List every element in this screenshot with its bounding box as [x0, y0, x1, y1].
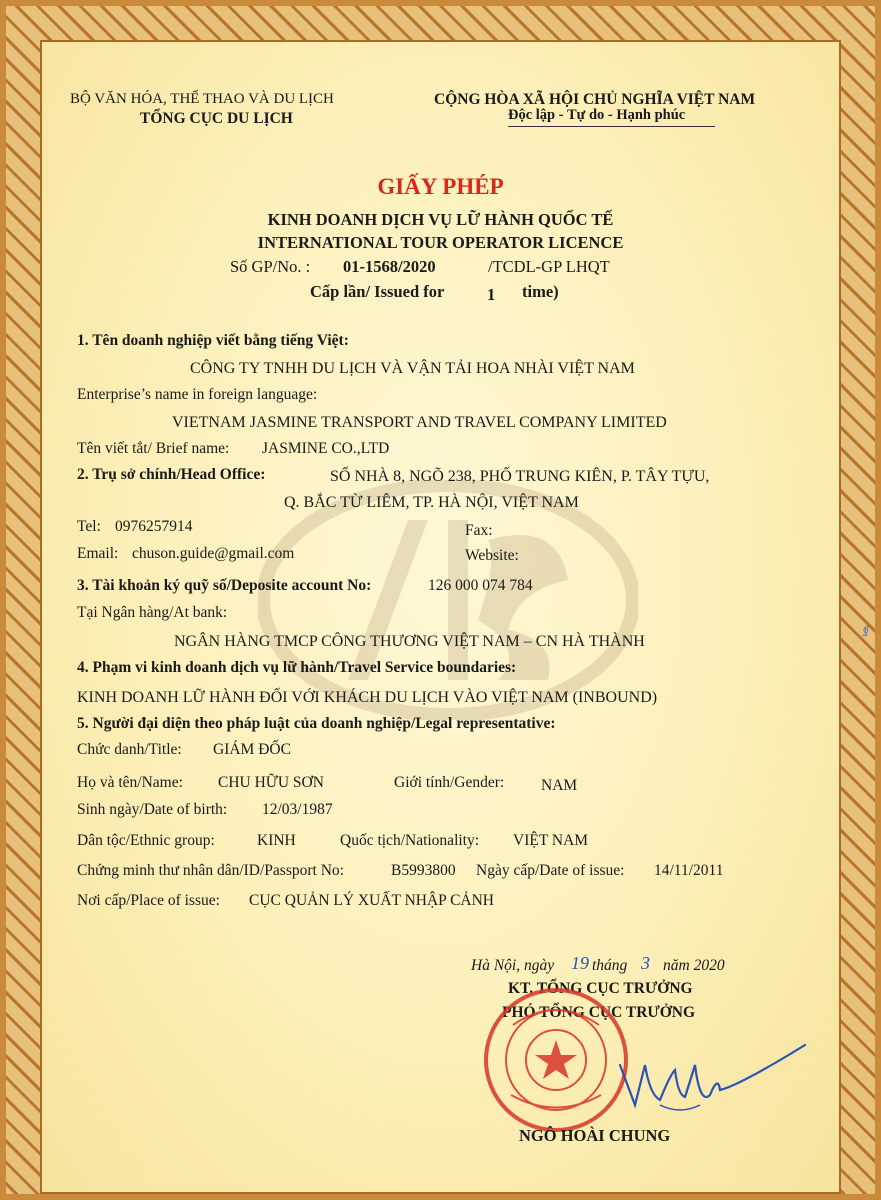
rep-title-value: GIÁM ĐỐC — [213, 741, 291, 758]
bank-value: NGÂN HÀNG TMCP CÔNG THƯƠNG VIỆT NAM – CN HÀ THÀNH — [174, 633, 645, 650]
rep-title-label: Chức danh/Title: — [77, 741, 182, 758]
republic-name: CỘNG HÒA XÃ HỘI CHỦ NGHĨA VIỆT NAM — [434, 91, 756, 108]
rep-dob-label: Sinh ngày/Date of birth: — [77, 801, 228, 818]
rep-id-value: B5993800 — [391, 862, 456, 879]
rep-gender-label: Giới tính/Gender: — [394, 774, 505, 791]
brief-name-value: JASMINE CO.,LTD — [262, 440, 390, 457]
licence-number-suffix: /TCDL-GP LHQT — [488, 257, 610, 276]
date-year: năm 2020 — [663, 957, 725, 974]
issued-label: Cấp lần/ Issued for — [310, 282, 445, 301]
service-scope-value: KINH DOANH LỮ HÀNH ĐỐI VỚI KHÁCH DU LỊCH VÀO VIỆT NAM (INBOUND) — [77, 689, 658, 706]
date-month: 3 — [641, 953, 650, 973]
rep-nationality-label: Quốc tịch/Nationality: — [340, 832, 480, 849]
signer-position-2: PHÓ TỔNG CỤC TRƯỞNG — [502, 1004, 696, 1021]
website-label: Website: — [465, 547, 519, 564]
issued-count: 1 — [487, 285, 496, 304]
motto-underline — [508, 126, 715, 127]
title-vietnamese: KINH DOANH DỊCH VỤ LỮ HÀNH QUỐC TẾ — [267, 210, 614, 229]
rep-name-value: CHU HỮU SƠN — [218, 774, 324, 791]
date-month-label: tháng — [592, 957, 628, 974]
rep-dob-value: 12/03/1987 — [262, 801, 333, 818]
email-value: chuson.guide@gmail.com — [132, 545, 295, 562]
section1-heading: 1. Tên doanh nghiệp viết bằng tiếng Việt: — [77, 332, 349, 349]
email-label: Email: — [77, 545, 119, 562]
rep-name-label: Họ và tên/Name: — [77, 774, 183, 791]
title-english: INTERNATIONAL TOUR OPERATOR LICENCE — [257, 233, 624, 252]
ministry-name: BỘ VĂN HÓA, THỂ THAO VÀ DU LỊCH — [70, 91, 334, 107]
date-day: 19 — [571, 953, 589, 973]
national-motto: Độc lập - Tự do - Hạnh phúc — [508, 107, 686, 123]
section4-heading: 4. Phạm vi kinh doanh dịch vụ lữ hành/Travel Service boundaries: — [77, 659, 517, 676]
rep-gender-value: NAM — [541, 777, 578, 794]
watermark-logo — [258, 480, 638, 720]
section3-heading: 3. Tài khoản ký quỹ số/Deposite account No: — [77, 577, 372, 594]
fax-label: Fax: — [465, 522, 493, 539]
bank-label: Tại Ngân hàng/At bank: — [77, 604, 228, 621]
address-line1: SỐ NHÀ 8, NGÕ 238, PHỐ TRUNG KIÊN, P. TÂY TỰU, — [330, 468, 710, 485]
issued-suffix: time) — [522, 282, 559, 301]
rep-issue-date-value: 14/11/2011 — [654, 862, 724, 879]
company-name-vi: CÔNG TY TNHH DU LỊCH VÀ VẬN TẢI HOA NHÀI VIỆT NAM — [190, 360, 635, 377]
rep-issue-date-label: Ngày cấp/Date of issue: — [476, 862, 625, 879]
company-name-en: VIETNAM JASMINE TRANSPORT AND TRAVEL COMPANY LIMITED — [172, 414, 667, 431]
section5-heading: 5. Người đại diện theo pháp luật của doanh nghiệp/Legal representative: — [77, 715, 556, 732]
rep-nationality-value: VIỆT NAM — [513, 832, 589, 849]
tel-value: 0976257914 — [115, 518, 193, 535]
date-prefix: Hà Nội, ngày — [471, 957, 555, 974]
deposit-account-value: 126 000 074 784 — [428, 577, 533, 594]
signer-name: NGÔ HOÀI CHUNG — [519, 1126, 671, 1145]
handwritten-signature — [600, 1035, 810, 1130]
rep-place-label: Nơi cấp/Place of issue: — [77, 892, 220, 909]
signer-position-1: KT. TỔNG CỤC TRƯỞNG — [508, 980, 693, 997]
rep-place-value: CỤC QUẢN LÝ XUẤT NHẬP CẢNH — [249, 892, 494, 909]
department-name: TỔNG CỤC DU LỊCH — [140, 110, 293, 127]
margin-pen-mark: ฐ — [862, 622, 869, 636]
tel-label: Tel: — [77, 518, 101, 535]
brief-name-label: Tên viết tắt/ Brief name: — [77, 440, 230, 457]
address-line2: Q. BẮC TỪ LIÊM, TP. HÀ NỘI, VIỆT NAM — [284, 494, 579, 511]
rep-ethnic-value: KINH — [257, 832, 296, 849]
licence-number-label: Số GP/No. : — [230, 257, 311, 276]
rep-id-label: Chứng minh thư nhân dân/ID/Passport No: — [77, 862, 344, 879]
foreign-name-label: Enterprise’s name in foreign language: — [77, 386, 318, 403]
licence-number-value: 01-1568/2020 — [343, 257, 436, 276]
document-title: GIẤY PHÉP — [377, 174, 504, 199]
section2-heading: 2. Trụ sở chính/Head Office: — [77, 466, 266, 483]
rep-ethnic-label: Dân tộc/Ethnic group: — [77, 832, 215, 849]
